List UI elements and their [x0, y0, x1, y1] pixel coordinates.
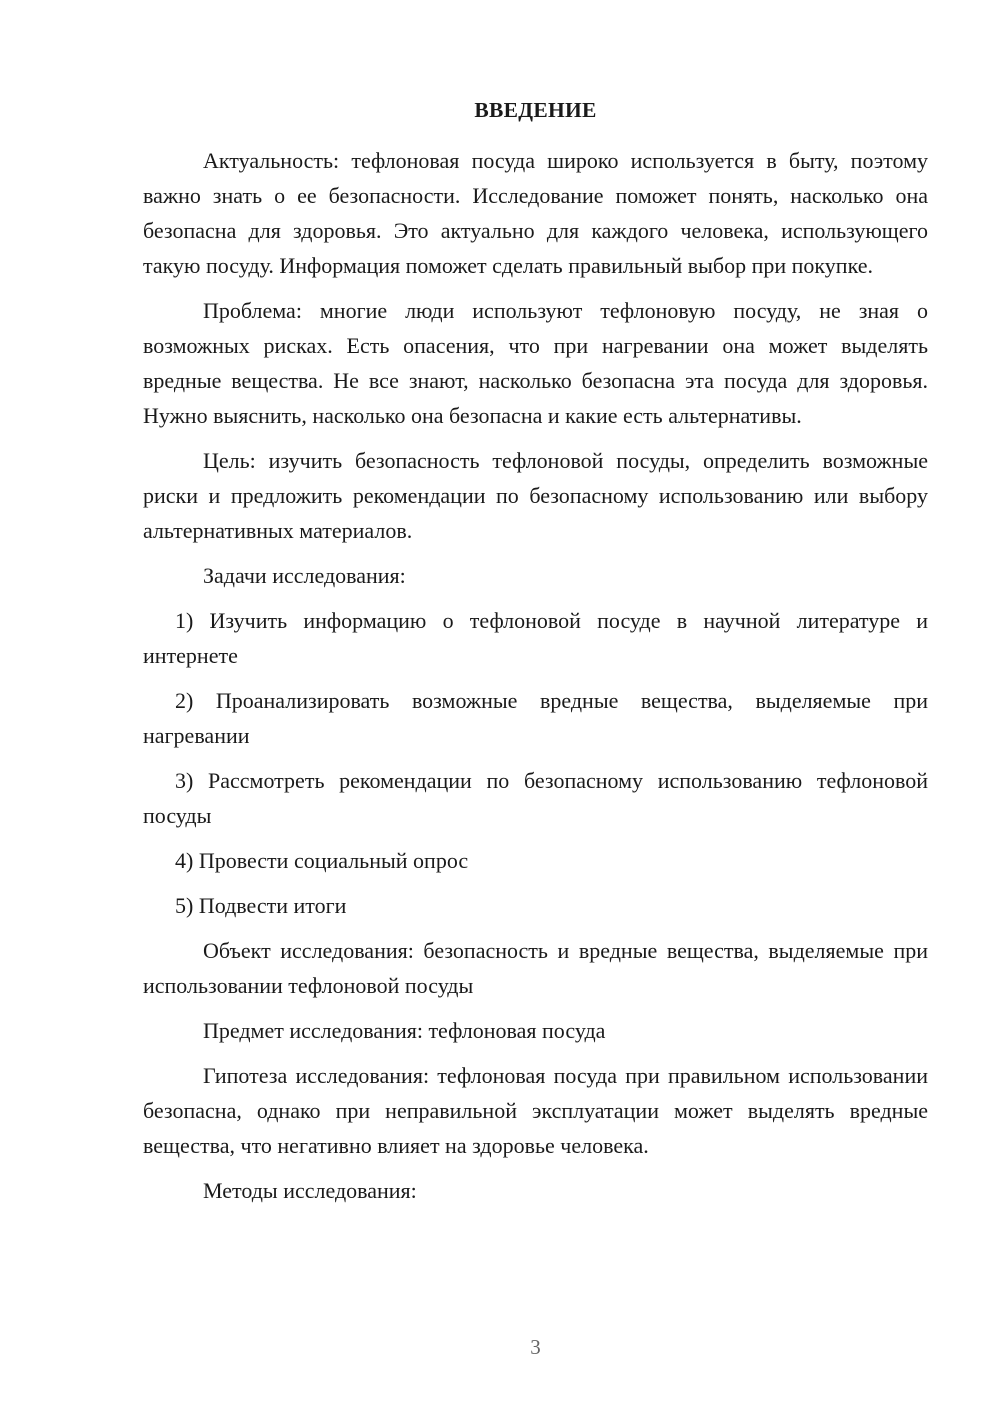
relevance-paragraph: Актуальность: тефлоновая посуда широко используется в быту, поэтому важно знать о ее безопасности. Исследование поможет понять, насколько она безопасна для здоровья. Это актуально для каждого человека, использующего такую посуду. Информация поможет сделать правильный выбор при покупке.: [143, 148, 928, 278]
methods-heading: Методы исследования:: [203, 1178, 417, 1203]
hypothesis-paragraph: Гипотеза исследования: тефлоновая посуда при правильном использовании безопасна, однако при неправильной эксплуатации может выделять вредные вещества, что негативно влияет на здоровье человека.: [143, 1063, 928, 1158]
task-item-1: 1) Изучить информацию о тефлоновой посуде в научной литературе и интернете: [143, 608, 928, 668]
document-body: [143, 143, 928, 1218]
object-paragraph: Объект исследования: безопасность и вредные вещества, выделяемые при использовании тефлоновой посуды: [143, 938, 928, 998]
problem-paragraph: Проблема: многие люди используют тефлоновую посуду, не зная о возможных рисках. Есть опасения, что при нагревании она может выделять вредные вещества. Не все знают, насколько безопасна эта посуда для здоровья. Нужно выяснить, насколько она безопасна и какие есть альтернативы.: [143, 298, 928, 428]
page-title: ВВЕДЕНИЕ: [474, 98, 597, 122]
task-item-2: 2) Проанализировать возможные вредные вещества, выделяемые при нагревании: [143, 688, 928, 748]
document-page: [143, 0, 928, 1414]
task-item-5: 5) Подвести итоги: [175, 893, 347, 918]
subject-paragraph: Предмет исследования: тефлоновая посуда: [203, 1018, 606, 1043]
task-item-4: 4) Провести социальный опрос: [175, 848, 469, 873]
task-item-3: 3) Рассмотреть рекомендации по безопасному использованию тефлоновой посуды: [143, 768, 928, 828]
goal-paragraph: Цель: изучить безопасность тефлоновой посуды, определить возможные риски и предложить рекомендации по безопасному использованию или выбору альтернативных материалов.: [143, 448, 928, 543]
tasks-heading: Задачи исследования:: [203, 563, 406, 588]
page-number: 3: [530, 1335, 541, 1359]
